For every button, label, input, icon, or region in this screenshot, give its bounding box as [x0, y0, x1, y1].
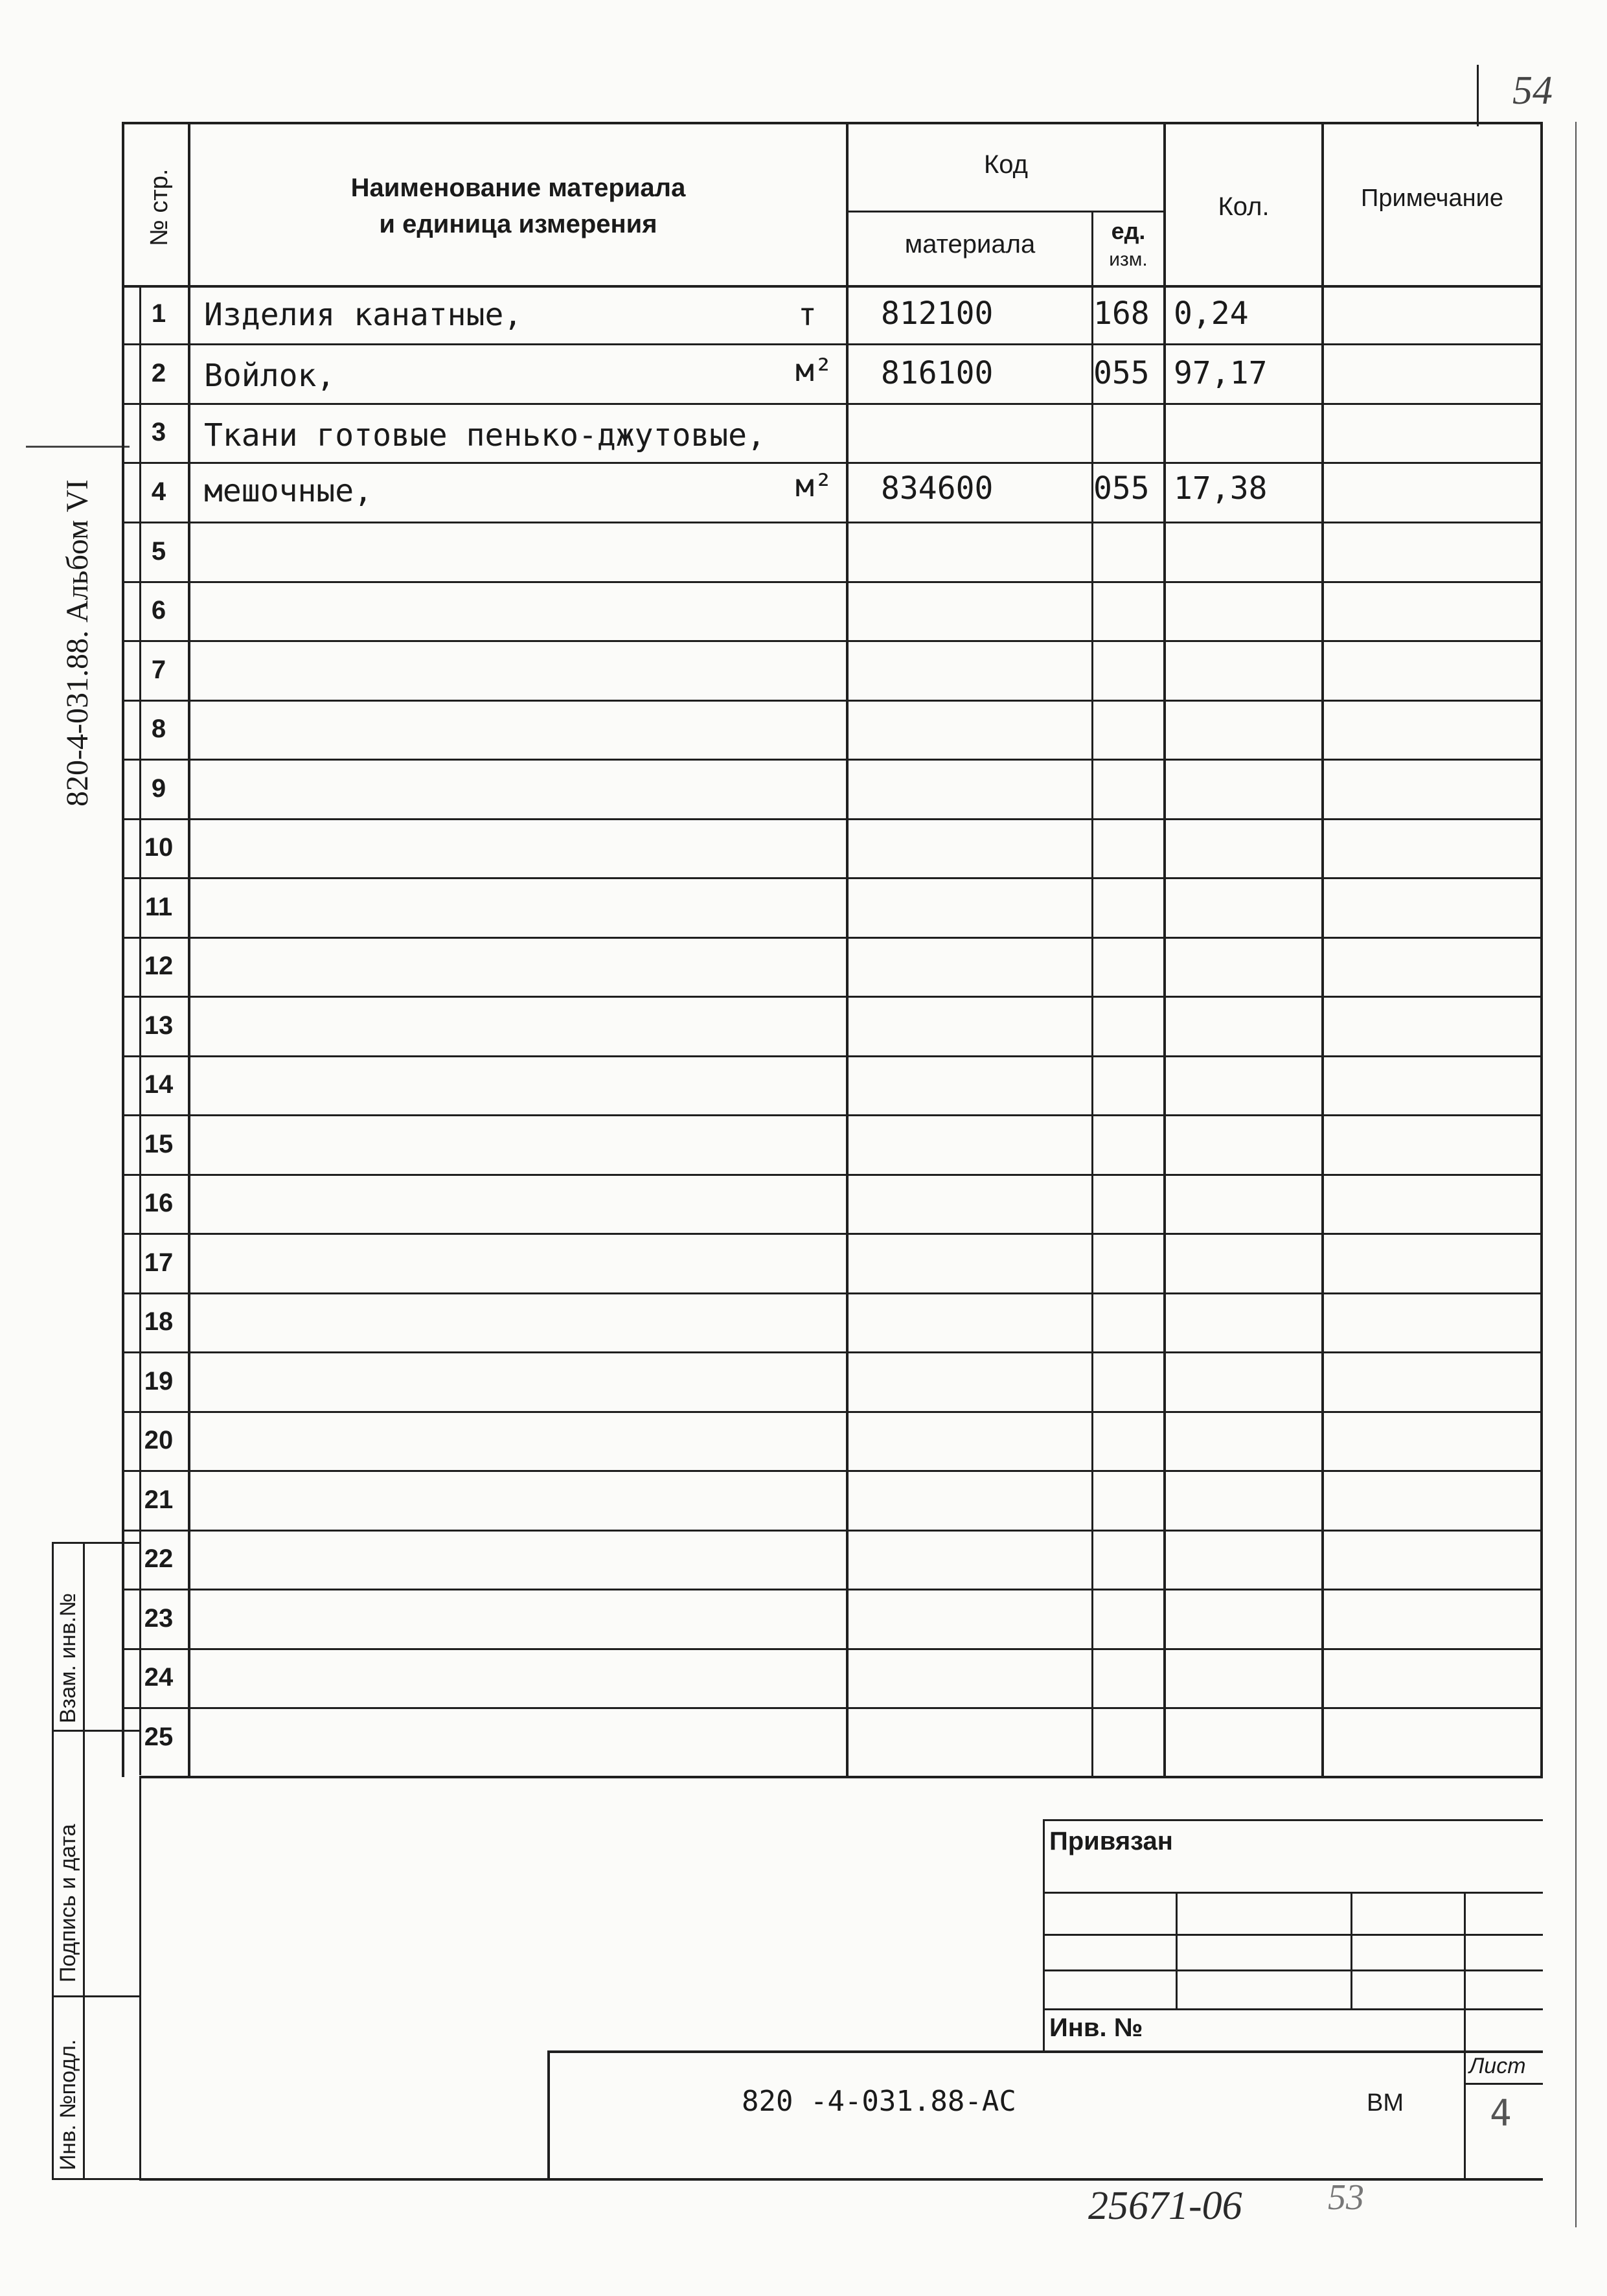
page-number: 54	[1512, 69, 1553, 113]
inv-no-label: Инв. №	[1049, 2014, 1143, 2042]
row-number: 22	[144, 1544, 174, 1573]
row-number: 11	[144, 893, 173, 921]
header-code-unit	[1093, 217, 1163, 274]
row-number: 17	[144, 1248, 174, 1277]
sheet-number: 4	[1490, 2093, 1512, 2135]
row-number: 21	[144, 1486, 174, 1514]
header-code: Код	[983, 150, 1028, 179]
row-number: 16	[144, 1189, 174, 1217]
row-number: 9	[151, 774, 166, 803]
handwritten-page: 53	[1328, 2177, 1364, 2218]
row-number: 5	[151, 537, 166, 566]
row-number: 14	[144, 1070, 174, 1099]
row-number: 12	[144, 952, 174, 980]
material-code: 834600	[881, 470, 994, 507]
row-number: 3	[151, 418, 166, 446]
document-type: ВМ	[1367, 2089, 1404, 2117]
sheet-label: Лист	[1469, 2054, 1526, 2078]
quantity: 17,38	[1174, 470, 1268, 507]
header-qty: Кол.	[1218, 192, 1270, 221]
document-code: 820 -4-031.88-АС	[742, 2085, 1016, 2118]
header-name-line2: и единица измерения	[379, 210, 657, 238]
bound-label: Привязан	[1049, 1827, 1173, 1855]
row-number: 15	[144, 1130, 174, 1158]
material-name: Изделия канатные,	[204, 297, 523, 333]
material-name: Ткани готовые пенько-джутовые,	[204, 417, 766, 453]
row-number: 19	[144, 1367, 174, 1395]
row-number: 10	[144, 833, 174, 862]
material-unit: м²	[795, 352, 833, 389]
row-number: 18	[144, 1307, 174, 1336]
header-code-unit-2: изм.	[1109, 249, 1148, 270]
row-number: 25	[144, 1723, 174, 1751]
material-name: Войлок,	[204, 358, 336, 394]
row-number: 4	[151, 477, 166, 506]
header-code-material: материала	[904, 230, 1036, 258]
header-name-line1: Наименование материала	[350, 174, 686, 202]
handwritten-number: 25671-06	[1088, 2184, 1242, 2228]
row-number: 7	[151, 656, 166, 684]
row-number: 8	[151, 715, 166, 743]
row-number: 6	[151, 596, 166, 625]
material-name: мешочные,	[204, 473, 373, 509]
row-number: 23	[144, 1604, 174, 1633]
row-number: 24	[144, 1663, 174, 1692]
header-name	[190, 170, 846, 242]
header-code-unit-1: ед.	[1111, 218, 1146, 244]
material-unit: т	[798, 297, 817, 333]
stamp-inv-original: Инв. №подл.	[56, 2039, 80, 2170]
quantity: 0,24	[1174, 295, 1249, 332]
row-number: 13	[144, 1011, 174, 1040]
unit-code: 168	[1093, 295, 1150, 332]
stamp-signature-date: Подпись и дата	[56, 1824, 80, 1982]
row-number: 2	[151, 359, 166, 387]
header-row-no: № стр.	[146, 168, 173, 246]
row-number: 1	[151, 299, 166, 328]
unit-code: 055	[1093, 355, 1150, 391]
header-note: Примечание	[1361, 185, 1503, 212]
material-unit: м²	[795, 468, 833, 504]
quantity: 97,17	[1174, 355, 1268, 391]
album-label: 820-4-031.88. Альбом VI	[60, 479, 95, 807]
unit-code: 055	[1093, 470, 1150, 507]
material-code: 812100	[881, 295, 994, 332]
row-number: 20	[144, 1426, 174, 1454]
stamp-replaced-inv: Взам. инв.№	[56, 1592, 80, 1723]
material-code: 816100	[881, 355, 994, 391]
